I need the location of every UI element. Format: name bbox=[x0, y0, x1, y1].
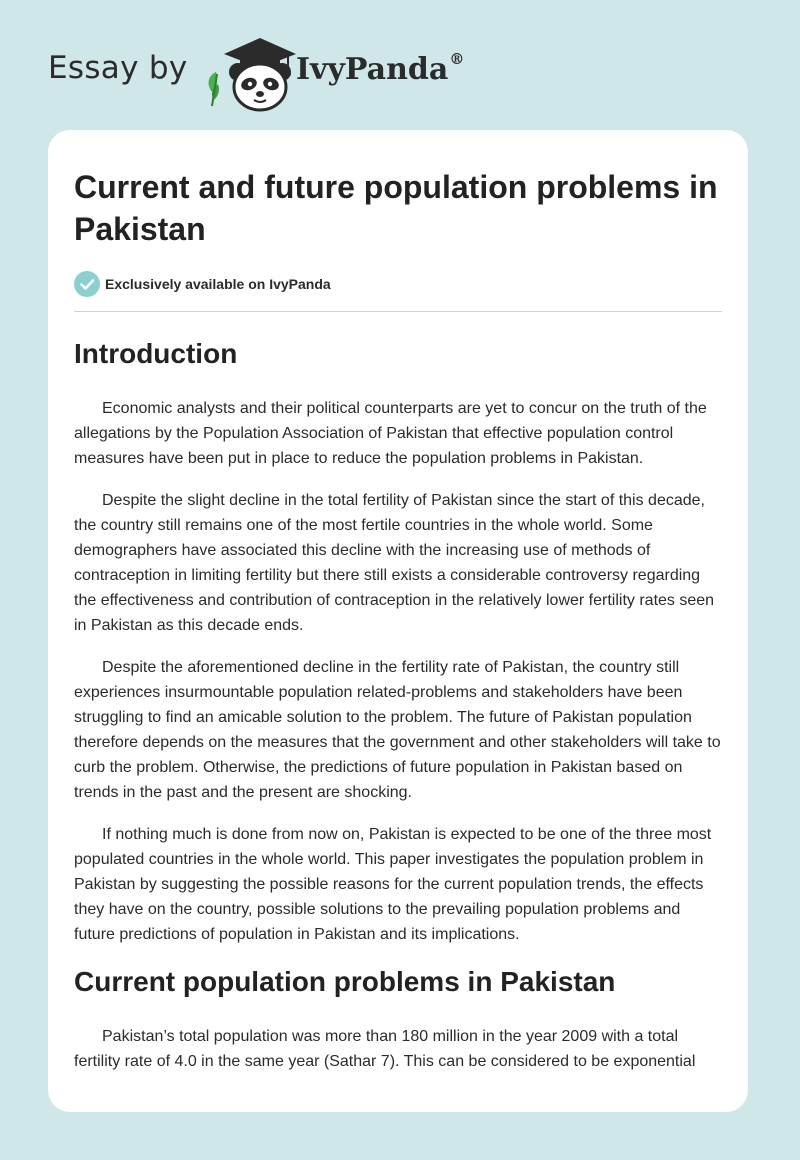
article-card bbox=[48, 130, 748, 1112]
article-title: Current and future population problems in Pakistan bbox=[74, 169, 718, 247]
brand-header[interactable] bbox=[48, 28, 508, 112]
paragraph: If nothing much is done from now on, Pakistan is expected to be one of the three most populated countries in the whole world. This paper investigates the population problem in Pakistan by suggesting the possible reasons for the current population trends, the effects they have on the country, possible solutions to the prevailing population problems and future predictions of population in Pakistan and its implications. bbox=[74, 826, 712, 943]
exclusive-badge bbox=[74, 271, 722, 297]
brand-name bbox=[296, 52, 464, 87]
badge-text: Exclusively available on IvyPanda bbox=[105, 276, 331, 292]
divider bbox=[74, 311, 722, 312]
paragraph: Pakistan’s total population was more than 180 million in the year 2009 with a total fertility rate of 4.0 in the same year (Sathar 7). This can be considered to be exponential bbox=[74, 1028, 696, 1070]
check-circle-icon bbox=[74, 271, 100, 297]
panda-graduate-logo-icon bbox=[200, 32, 298, 112]
brand-name-text: IvyPanda bbox=[296, 52, 449, 87]
paragraph: Despite the slight decline in the total fertility of Pakistan since the start of this decade, the country still remains one of the most fertile countries in the whole world. Some demographers have associated this decline with the increasing use of methods of contraception in limiting fertility but there still exists a considerable controversy regarding the effectiveness and contribution of contraception in the relatively lower fertility rates seen in Pakistan as this decade ends. bbox=[74, 492, 715, 634]
paragraph: Despite the aforementioned decline in the fertility rate of Pakistan, the country still experiences insurmountable population related-problems and stakeholders have been struggling to find an amicable solution to the problem. The future of Pakistan population therefore depends on the measures that the government and other stakeholders will take to curb the problem. Otherwise, the predictions of future population in Pakistan based on trends in the past and the present are shocking. bbox=[74, 659, 721, 801]
registered-mark: ® bbox=[449, 50, 465, 68]
section-heading-current-problems: Current population problems in Pakistan bbox=[74, 966, 616, 997]
brand-prefix: Essay by bbox=[48, 50, 188, 86]
paragraph: Economic analysts and their political counterparts are yet to concur on the truth of the allegations by the Population Association of Pakistan that effective population control measures have been put in place to reduce the population problems in Pakistan. bbox=[74, 400, 707, 467]
section-heading-introduction: Introduction bbox=[74, 338, 238, 369]
